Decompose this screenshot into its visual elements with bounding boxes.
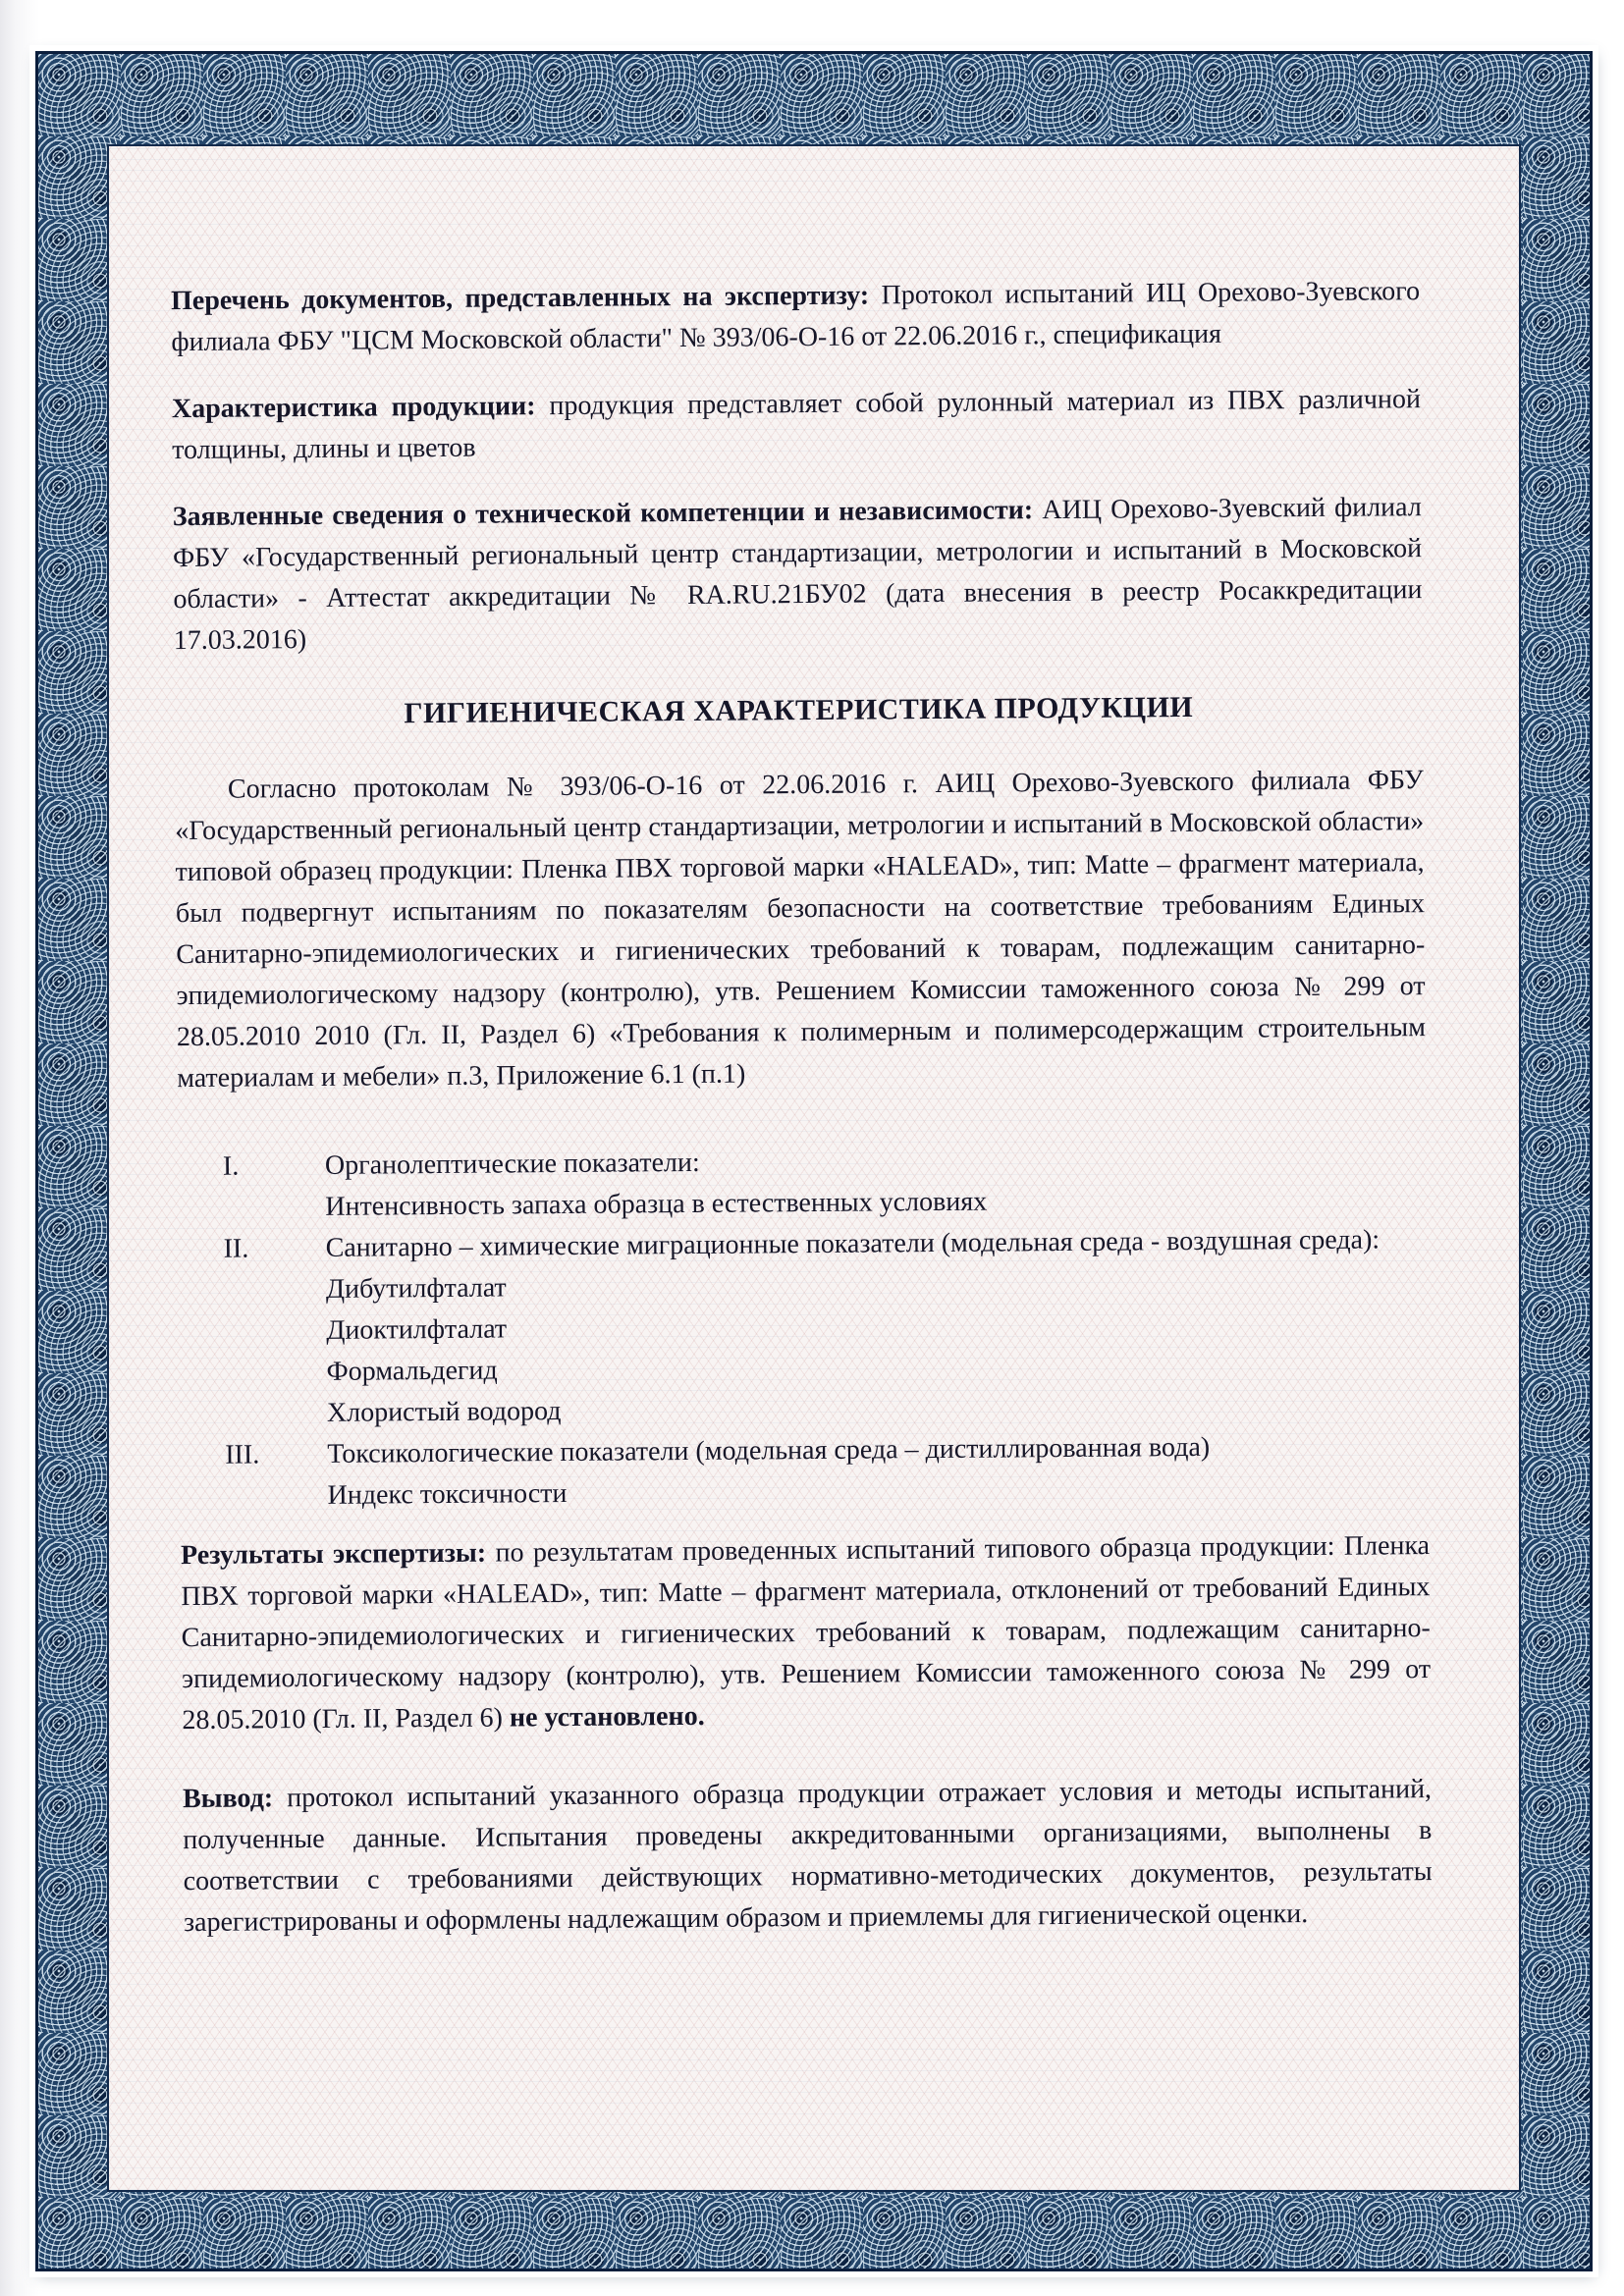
list-item-text: Санитарно – химические миграционные показатели (модельная среда - воздушная среда):	[325, 1224, 1380, 1263]
list-item	[180, 1467, 1429, 1518]
list-item-numeral	[225, 1475, 327, 1518]
results-paragraph	[181, 1525, 1432, 1741]
conclusion-label: Вывод:	[182, 1783, 274, 1815]
conclusion-paragraph	[183, 1769, 1433, 1944]
list-item-text: Формальдегид	[326, 1355, 498, 1387]
list-item-numeral: II.	[223, 1233, 249, 1264]
results-verdict: не установлено.	[509, 1700, 705, 1734]
guilloche-border	[35, 51, 1593, 2271]
product-characteristics-label: Характеристика продукции:	[171, 391, 536, 425]
conclusion-body: протокол испытаний указанного образца продукции отражает условия и методы испытаний, полученные данные. Испытания проведены аккредитованными организациями, выполнены в соответствии с требованиями действующих нормативно-методических документов, результаты зарегистрированы и оформлены надлежащим образом и приемлемы для гигиенической оценки.	[183, 1774, 1433, 1939]
documents-list-label: Перечень документов, представленных на экспертизу:	[170, 280, 870, 317]
list-item-text: Органолептические показатели:	[324, 1147, 700, 1181]
list-item-numeral	[224, 1269, 326, 1311]
competence-label: Заявленные сведения о технической компетенции и независимости:	[172, 495, 1034, 533]
indicators-list	[178, 1137, 1430, 1518]
documents-list-body: Протокол испытаний ИЦ Орехово-Зуевского филиала ФБУ "ЦСМ Московской области" № 393/06-О-16 от 22.06.2016 г., спецификация	[171, 276, 1421, 358]
certificate-sheet	[107, 144, 1521, 2192]
product-characteristics-paragraph	[172, 379, 1422, 471]
hygienic-characteristics-heading: ГИГИЕНИЧЕСКАЯ ХАРАКТЕРИСТИКА ПРОДУКЦИИ	[404, 690, 1194, 730]
list-item-numeral	[225, 1393, 327, 1435]
list-item-text: Хлористый водород	[326, 1396, 562, 1428]
list-item-text: Токсикологические показатели (модельная среда – дистиллированная вода)	[327, 1431, 1211, 1469]
main-description-paragraph: Согласно протоколам № 393/06-О-16 от 22.06.2016 г. АИЦ Орехово-Зуевского филиала ФБУ «Государственный региональный центр стандартизации, метрологии и испытаний в Московской области» типовой образец продукции: Пленка ПВХ торговой марки «HALEAD», тип: Matte – фрагмент материала, был подвергнут испытаниям по показателям безопасности на соответствие требованиям Единых Санитарно-эпидемиологических и гигиенических требований к товарам, подлежащим санитарно-эпидемиологическому надзору (контролю), утв. Решением Комиссии таможенного союза № 299 от 28.05.2010 2010 (Гл. II, Раздел 6) «Требования к полимерным и полимерсодержащим строительным материалам и мебели» п.3, Приложение 6.1 (п.1)	[175, 765, 1427, 1095]
list-item-numeral: I.	[222, 1150, 240, 1182]
list-item-text: Дибутилфталат	[325, 1272, 507, 1305]
product-characteristics-body: продукция представляет собой рулонный материал из ПВХ различной толщины, длины и цветов	[172, 384, 1422, 466]
list-item-numeral	[224, 1310, 326, 1353]
competence-paragraph	[173, 487, 1423, 662]
list-item-text: Интенсивность запаха образца в естественных условиях	[325, 1186, 988, 1222]
list-item-text: Индекс токсичности	[327, 1477, 568, 1511]
documents-list-paragraph	[171, 271, 1421, 363]
results-body: по результатам проведенных испытаний типового образца продукции: Пленка ПВХ торговой марки «HALEAD», тип: Matte – фрагмент материала, отклонений от требований Единых Санитарно-эпидемиологических и гигиенических требований к товарам, подлежащим санитарно-эпидемиологическому надзору (контролю), утв. Решением Комиссии таможенного союза № 299 от 28.05.2010 (Гл. II, Раздел 6)	[181, 1530, 1432, 1736]
list-item-numeral	[224, 1352, 326, 1394]
list-item-numeral	[223, 1187, 325, 1229]
results-label: Результаты экспертизы:	[180, 1537, 487, 1572]
list-item-text: Диоктилфталат	[326, 1313, 508, 1346]
list-item-numeral: III.	[225, 1439, 260, 1470]
competence-body: АИЦ Орехово-Зуевский филиал ФБУ «Государственный региональный центр стандартизации, метрологии и испытаний в Московской области» - Аттестат аккредитации № RA.RU.21БУ02 (дата внесения в реестр Росаккредитации 17.03.2016)	[172, 492, 1423, 657]
certificate-text-block	[101, 140, 1527, 2195]
